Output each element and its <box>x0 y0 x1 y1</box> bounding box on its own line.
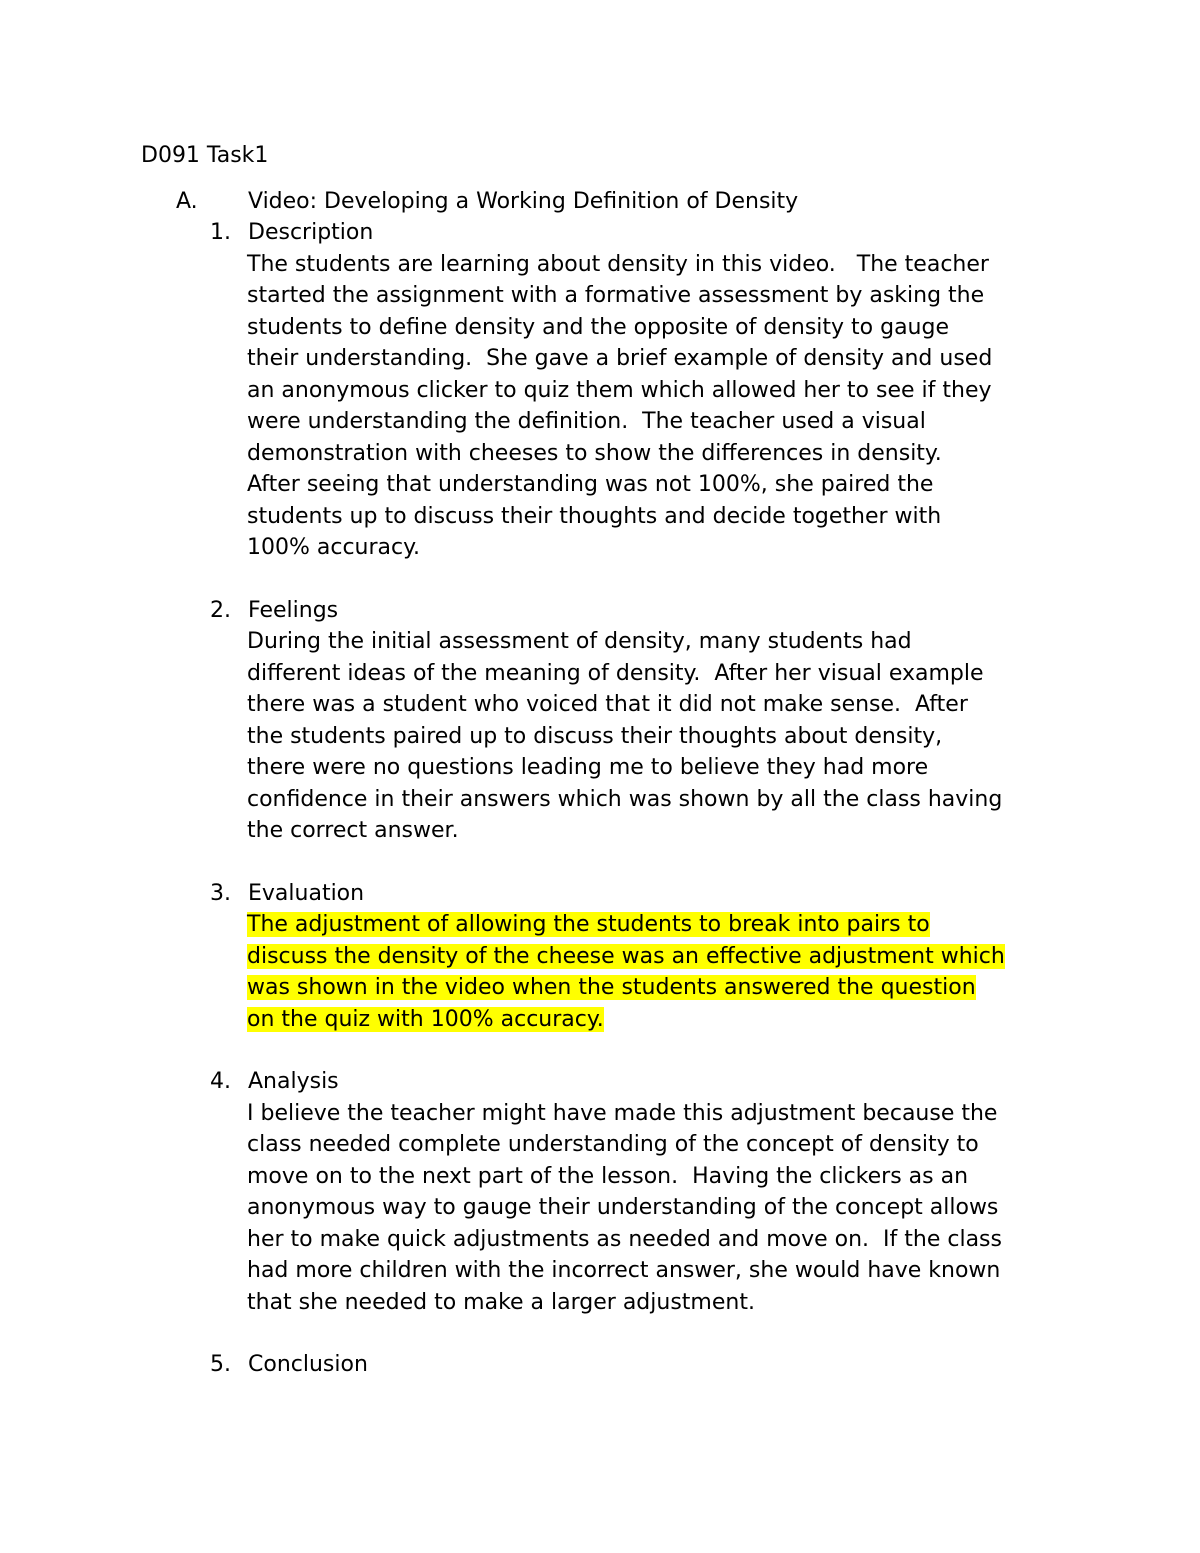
highlighted-text-line: was shown in the video when the students answered the question <box>247 975 976 1000</box>
numbered-sections <box>0 217 1200 1412</box>
text-line: there were no questions leading me to believe they had more <box>247 755 929 780</box>
text-line: 100% accuracy. <box>247 535 421 560</box>
section-number: 2. <box>210 597 231 623</box>
section-body <box>247 249 1077 564</box>
section-evaluation <box>0 878 1200 1036</box>
text-line: an anonymous clicker to quiz them which allowed her to see if they <box>247 377 992 403</box>
section-body <box>247 626 1077 847</box>
section-heading-label: Description <box>248 220 374 245</box>
text-line: different ideas of the meaning of density. After her visual example <box>247 660 984 686</box>
section-body <box>247 909 1077 1035</box>
text-line: anonymous way to gauge their understanding of the concept allows <box>247 1195 999 1220</box>
section-analysis <box>0 1066 1200 1318</box>
body-line-wrapper <box>247 532 1077 564</box>
body-line-wrapper <box>247 689 1077 721</box>
outline-heading: Video: Developing a Working Definition of Density <box>248 189 799 214</box>
body-line-wrapper <box>247 1287 1077 1319</box>
body-line-wrapper <box>247 1192 1077 1224</box>
body-line-wrapper <box>247 909 1077 941</box>
text-line: students up to discuss their thoughts and decide together with <box>247 503 942 529</box>
body-line-wrapper <box>247 501 1077 533</box>
body-line-wrapper <box>247 784 1077 816</box>
section-number: 1. <box>210 220 231 245</box>
body-line-wrapper <box>247 1098 1077 1130</box>
text-line: During the initial assessment of density, many students had <box>247 629 912 654</box>
body-line-wrapper <box>247 1004 1077 1036</box>
text-line: her to make quick adjustments as needed and move on. If the class <box>247 1226 1002 1252</box>
section-conclusion <box>0 1349 1200 1381</box>
body-line-wrapper <box>247 1129 1077 1161</box>
text-line: were understanding the definition. The teacher used a visual <box>247 409 926 434</box>
body-line-wrapper <box>247 658 1077 690</box>
highlighted-text-line: on the quiz with 100% accuracy. <box>247 1006 604 1032</box>
section-heading-label: Analysis <box>248 1069 339 1094</box>
section-heading-label: Conclusion <box>248 1352 368 1377</box>
section-feelings <box>0 595 1200 847</box>
outline-item-a <box>176 186 798 217</box>
highlighted-text-line: The adjustment of allowing the students to break into pairs to <box>247 912 930 937</box>
text-line: students to define density and the opposite of density to gauge <box>247 314 950 340</box>
text-line: started the assignment with a formative assessment by asking the <box>247 283 985 308</box>
text-line: class needed complete understanding of the concept of density to <box>247 1132 979 1157</box>
text-line: the students paired up to discuss their thoughts about density, <box>247 723 943 749</box>
body-line-wrapper <box>247 1161 1077 1193</box>
body-line-wrapper <box>247 469 1077 501</box>
text-line: that she needed to make a larger adjustment. <box>247 1289 755 1315</box>
body-line-wrapper <box>247 1255 1077 1287</box>
body-line-wrapper <box>247 721 1077 753</box>
body-line-wrapper <box>247 249 1077 281</box>
body-line-wrapper <box>247 941 1077 973</box>
body-line-wrapper <box>247 626 1077 658</box>
section-heading <box>0 878 1200 910</box>
highlighted-text-line: discuss the density of the cheese was an effective adjustment which <box>247 943 1005 969</box>
body-line-wrapper <box>247 972 1077 1004</box>
section-heading-label: Evaluation <box>248 880 365 906</box>
section-number: 5. <box>210 1352 231 1377</box>
body-line-wrapper <box>247 280 1077 312</box>
document-title: D091 Task1 <box>141 143 269 168</box>
body-line-wrapper <box>247 815 1077 847</box>
section-description <box>0 217 1200 564</box>
body-line-wrapper <box>247 406 1077 438</box>
text-line: there was a student who voiced that it did not make sense. After <box>247 692 968 717</box>
text-line: had more children with the incorrect answer, she would have known <box>247 1258 1001 1283</box>
section-number: 3. <box>210 880 231 906</box>
outline-marker: A. <box>176 189 198 214</box>
text-line: confidence in their answers which was shown by all the class having <box>247 786 1003 812</box>
body-line-wrapper <box>247 375 1077 407</box>
body-line-wrapper <box>247 312 1077 344</box>
section-heading <box>0 1349 1200 1381</box>
section-heading <box>0 595 1200 627</box>
text-line: the correct answer. <box>247 818 459 843</box>
section-number: 4. <box>210 1069 231 1094</box>
text-line: their understanding. She gave a brief example of density and used <box>247 346 993 371</box>
text-line: move on to the next part of the lesson. Having the clickers as an <box>247 1163 969 1189</box>
text-line: I believe the teacher might have made this adjustment because the <box>247 1100 998 1126</box>
text-line: After seeing that understanding was not 100%, she paired the <box>247 472 934 497</box>
body-line-wrapper <box>247 752 1077 784</box>
body-line-wrapper <box>247 438 1077 470</box>
section-heading <box>0 1066 1200 1098</box>
section-body <box>247 1098 1077 1319</box>
section-heading-label: Feelings <box>248 597 339 623</box>
body-line-wrapper <box>247 343 1077 375</box>
section-heading <box>0 217 1200 249</box>
body-line-wrapper <box>247 1224 1077 1256</box>
text-line: demonstration with cheeses to show the differences in density. <box>247 440 942 466</box>
text-line: The students are learning about density in this video. The teacher <box>247 251 989 277</box>
